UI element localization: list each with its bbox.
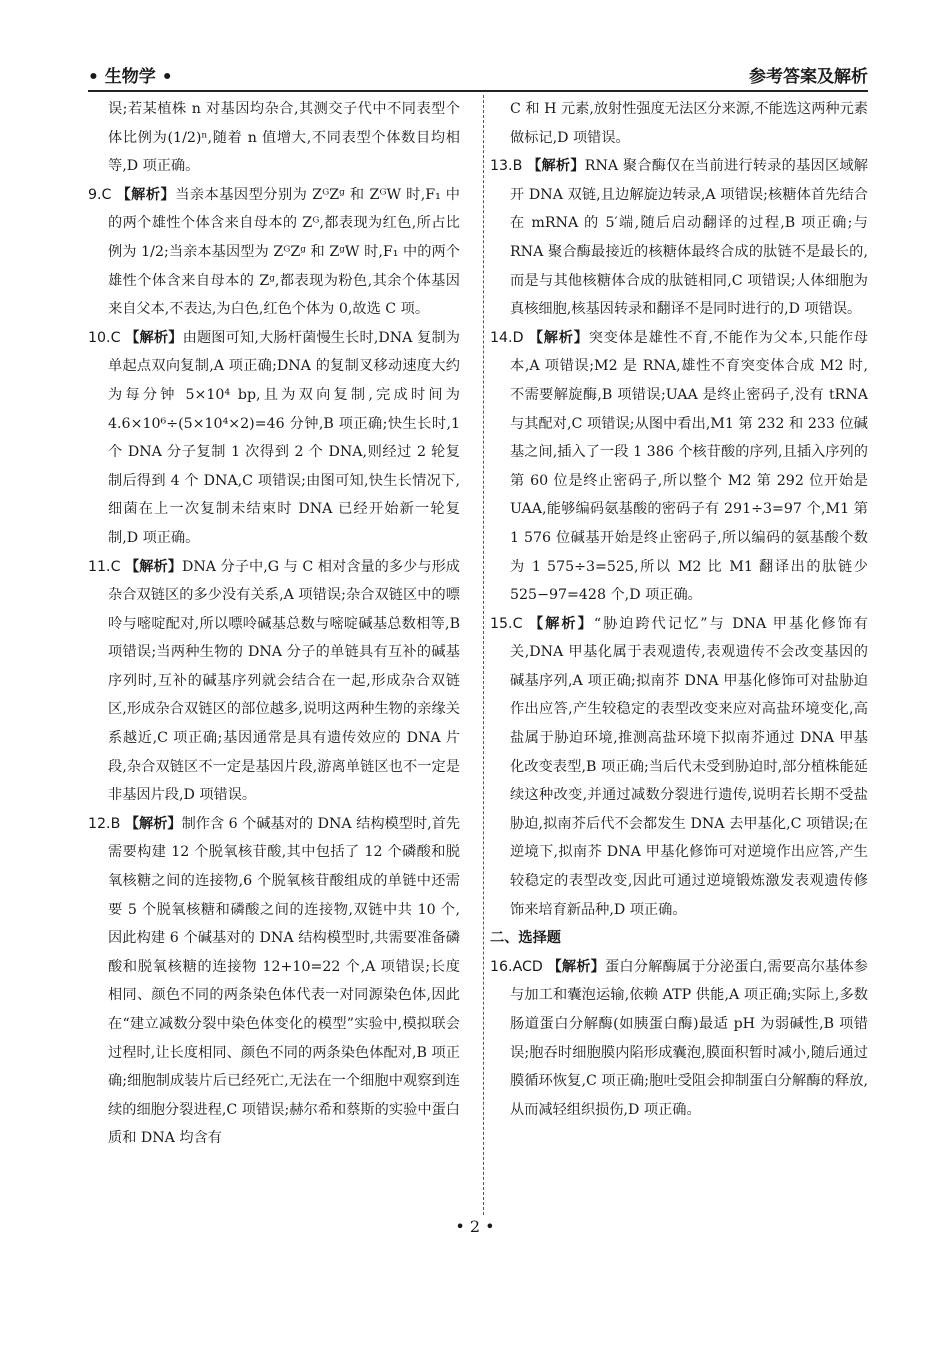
column-divider xyxy=(483,95,484,1215)
question-number: 15.C xyxy=(490,615,523,632)
answer-text: 当亲本基因型分别为 ZᴳZᵍ 和 ZᴳW 时,F₁ 中的两个雄性个体含来自母本的 Zᴳ,都表现为红色,所占比例为 1/2;当亲本基因型为 ZᴳZᵍ 和 ZᵍW 时,F₁ 中的两个雄性个体含来自母本的 Zᵍ,都表现为粉色,其余个体基因来自父本,不表达,为白色,红色个体为 0,故选 C 项。 xyxy=(108,186,460,318)
answer-item xyxy=(88,324,460,553)
subject-label: • 生物学 • xyxy=(88,67,173,87)
answer-item xyxy=(88,810,460,1153)
analysis-tag: 【解析】 xyxy=(529,615,594,632)
question-number: 11.C xyxy=(88,558,121,575)
answer-item xyxy=(490,324,868,610)
page-header xyxy=(88,62,868,90)
header-rule xyxy=(88,90,868,92)
analysis-tag: 【解析】 xyxy=(527,158,585,175)
answer-item xyxy=(490,610,868,925)
question-number: 12.B xyxy=(88,815,121,832)
answer-item xyxy=(88,181,460,324)
right-column xyxy=(490,95,868,1124)
answer-item xyxy=(490,953,868,1125)
question-number: 10.C xyxy=(88,329,121,346)
section-heading: 二、选择题 xyxy=(490,930,561,947)
question-number: 16.ACD xyxy=(490,958,543,975)
answer-text: DNA 分子中,G 与 C 相对含量的多少与形成杂合双链区的多少没有关系,A 项错误;杂合双链区中的嘌呤与嘧啶配对,所以嘌呤碱基总数与嘧啶碱基总数相等,B 项错误;当两种生物的 DNA 分子的单链具有互补的碱基序列时,互补的碱基序列就会结合在一起,形成杂合双链区,形成杂合双链区的部位越多,说明这两种生物的亲缘关系越近,C 项正确;基因通常是具有遗传效应的 DNA 片段,杂合双链区不一定是基因片段,游离单链区也不一定是非基因片段,D 项错误。 xyxy=(108,558,460,804)
analysis-tag: 【解析】 xyxy=(124,815,182,832)
page-number: • 2 • xyxy=(455,1217,495,1236)
left-column xyxy=(88,95,460,1153)
answer-item xyxy=(490,152,868,324)
answer-continuation: C 和 H 元素,放射性强度无法区分来源,不能选这两种元素做标记,D 项错误。 xyxy=(510,101,868,146)
question-number: 14.D xyxy=(490,329,524,346)
analysis-tag: 【解析】 xyxy=(547,958,605,975)
answer-text: RNA 聚合酶仅在当前进行转录的基因区域解开 DNA 双链,且边解旋边转录,A 项错误;核糖体首先结合在 mRNA 的 5′端,随后启动翻译的过程,B 项正确;与 RNA 聚合酶最接近的核糖体最终合成的肽链不是最长的,而是与其他核糖体合成的肽链相同,C 项错误;人体细胞为真核细胞,核基因转录和翻译不是同时进行的,D 项错误。 xyxy=(510,158,868,318)
answer-continuation: 误;若某植株 n 对基因均杂合,其测交子代中不同表型个体比例为(1/2)ⁿ,随着 n 值增大,不同表型个体数目均相等,D 项正确。 xyxy=(108,101,460,175)
analysis-tag: 【解析】 xyxy=(125,329,183,346)
analysis-tag: 【解析】 xyxy=(116,186,176,203)
analysis-tag: 【解析】 xyxy=(125,558,182,575)
answer-text: 蛋白分解酶属于分泌蛋白,需要高尔基体参与加工和囊泡运输,依赖 ATP 供能,A 项正确;实际上,多数肠道蛋白分解酶(如胰蛋白酶)最适 pH 为弱碱性,B 项错误;胞吞时细胞膜内陷形成囊泡,膜面积暂时减小,随后通过膜循环恢复,C 项正确;胞吐受阻会抑制蛋白分解酶的释放,从而减轻组织损伤,D 项正确。 xyxy=(510,958,868,1118)
answer-item xyxy=(88,553,460,810)
answer-text: 由题图可知,大肠杆菌慢生长时,DNA 复制为单起点双向复制,A 项正确;DNA 的复制叉移动速度大约为每分钟 5×10⁴ bp,且为双向复制,完成时间为 4.6×10⁶÷(5×10⁴×2)=46 分钟,B 项正确;快生长时,1 个 DNA 分子复制 1 次得到 2 个 DNA,则经过 2 轮复制后得到 4 个 DNA,C 项错误;由图可知,快生长情况下,细菌在上一次复制未结束时 DNA 已经开始新一轮复制,D 项正确。 xyxy=(108,329,460,546)
question-number: 9.C xyxy=(88,186,112,203)
analysis-tag: 【解析】 xyxy=(528,329,589,346)
answer-text: “胁迫跨代记忆”与 DNA 甲基化修饰有关,DNA 甲基化属于表观遗传,表观遗传不会改变基因的碱基序列,A 项正确;拟南芥 DNA 甲基化修饰可对盐胁迫作出应答,产生较稳定的表型改变来应对高盐环境变化,高盐属于胁迫环境,推测高盐环境下拟南芥通过 DNA 甲基化改变表型,B 项正确;当后代未受到胁迫时,部分植株能延续这种改变,并通过减数分裂进行遗传,说明若长期不受盐胁迫,拟南芥后代不会都发生 DNA 去甲基化,C 项错误;在逆境下,拟南芥 DNA 甲基化修饰可对逆境作出应答,产生较稳定的表型改变,因此可通过逆境锻炼激发表观遗传修饰来培育新品种,D 项正确。 xyxy=(510,615,868,918)
section-title: 参考答案及解析 xyxy=(749,67,868,87)
question-number: 13.B xyxy=(490,158,523,175)
answer-text: 制作含 6 个碱基对的 DNA 结构模型时,首先需要构建 12 个脱氧核苷酸,其中包括了 12 个磷酸和脱氧核糖之间的连接物,6 个脱氧核苷酸组成的单链中还需要 5 个脱氧核糖和磷酸之间的连接物,双链中共 10 个,因此构建 6 个碱基对的 DNA 结构模型时,共需要准备磷酸和脱氧核糖的连接物 12+10=22 个,A 项错误;长度相同、颜色不同的两条染色体代表一对同源染色体,因此在“建立减数分裂中染色体变化的模型”实验中,模拟联会过程时,让长度相同、颜色不同的两条染色体配对,B 项正确;细胞制成装片后已经死亡,无法在一个细胞中观察到连续的细胞分裂进程,C 项错误;赫尔希和蔡斯的实验中蛋白质和 DNA 均含有 xyxy=(108,815,461,1147)
answer-text: 突变体是雄性不育,不能作为父本,只能作母本,A 项错误;M2 是 RNA,雄性不育突变体合成 M2 时,不需要解旋酶,B 项错误;UAA 是终止密码子,没有 tRNA 与其配对,C 项错误;从图中看出,M1 第 232 和 233 位碱基之间,插入了一段 1 386 个核苷酸的序列,且插入序列的第 60 位是终止密码子,所以整个 M2 第 292 位开始是 UAA,能够编码氨基酸的密码子有 291÷3=97 个,M1 第 1 576 位碱基开始是终止密码子,所以编码的氨基酸个数为 1 575÷3=525,所以 M2 比 M1 翻译出的肽链少 525−97=428 个,D 项正确。 xyxy=(510,329,868,604)
